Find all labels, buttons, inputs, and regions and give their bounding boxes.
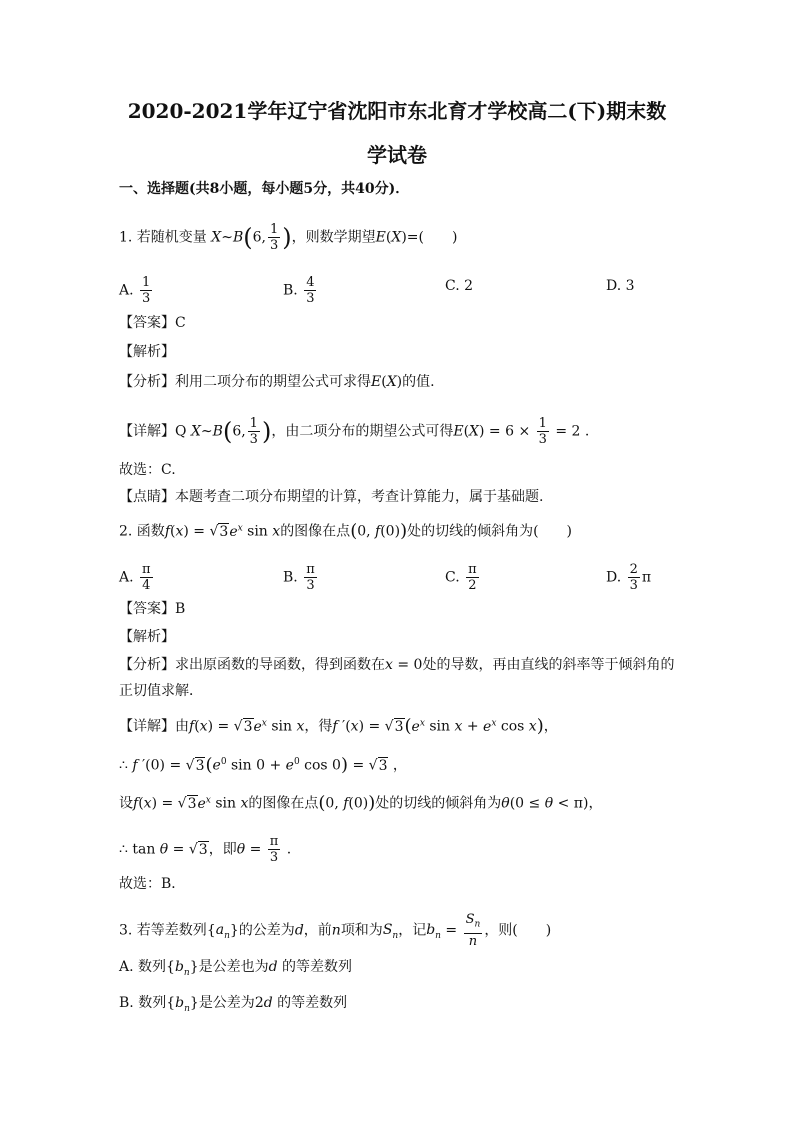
q2-stem: 2. 函数$f(x) = √3e^x$ sin x的图像在点(0, f(0))处的切线的倾斜角为( ) bbox=[119, 520, 573, 542]
q2-fenxi-line1: 【分析】求出原函数的导函数，得到函数在x = 0处的导数，再由直线的斜率等于倾斜角的 bbox=[119, 657, 675, 673]
doc-title-line1: 2020-2021学年辽宁省沈阳市东北育才学校高二(下)期末数 bbox=[127, 99, 667, 123]
q1-fenxi: 【分析】利用二项分布的期望公式可求得E(X)的值. bbox=[119, 374, 435, 390]
q1-analysis-tag: 【解析】 bbox=[119, 344, 175, 360]
q1-option-b: B. $\frac{4}{3}$ bbox=[283, 275, 315, 306]
q3-stem: 3. 若等差数列$\{a_n\}$的公差为d，前n项和为$S_n$，记$b_n$ = $\frac{S_n}{n}$ ，则( ) bbox=[119, 912, 552, 949]
q2-detail-line2: ∴ f $'(0) = √3(e^0$ $\sin 0 + e^0$ cos 0) = √3 ， bbox=[119, 754, 407, 776]
q1-option-d: D. 3 bbox=[606, 278, 635, 294]
q1-detail: 【详解】Q X∼B(6, $\frac{1}{3}$ )，由二项分布的期望公式可得E(X) = 6 × $\frac{1}{3}$ = 2 . bbox=[119, 416, 590, 447]
doc-title-line2: 学试卷 bbox=[367, 143, 427, 167]
q2-fenxi-line2: 正切值求解． bbox=[119, 683, 203, 699]
q3-option-a: A. 数列$\{b_n\}$是公差也为d 的等差数列 bbox=[119, 959, 353, 978]
q1-answer: 【答案】C bbox=[119, 315, 186, 331]
q1-point: 【点睛】本题考查二项分布期望的计算，考查计算能力，属于基础题. bbox=[119, 489, 544, 505]
q1-stem: 1. 若随机变量 X∼B(6, $\frac{1}{3}$ )，则数学期望E(X)=( ) bbox=[119, 222, 458, 253]
q2-detail-line4: ∴ tan θ = √3，即θ = $\frac{\pi}{3}$ . bbox=[119, 834, 292, 865]
q3-option-b: B. 数列$\{b_n\}$是公差为2d 的等差数列 bbox=[119, 995, 348, 1014]
q2-detail-line3: 设$f(x) = √3e^x$ sin x的图像在点(0, f(0))处的切线的倾斜角为θ(0 ≤ θ < π)， bbox=[119, 792, 603, 814]
q2-option-d: D. $\frac{2}{3}$ π bbox=[606, 562, 652, 593]
q2-conclude: 故选：B． bbox=[119, 876, 186, 892]
q1-conclude: 故选：C. bbox=[119, 462, 176, 478]
q1-option-a: A. $\frac{1}{3}$ bbox=[119, 275, 151, 306]
q2-answer: 【答案】B bbox=[119, 601, 186, 617]
q2-option-c: C. $\frac{\pi}{2}$ bbox=[445, 562, 477, 593]
q1-option-c: C. 2 bbox=[445, 278, 474, 294]
q2-analysis-tag: 【解析】 bbox=[119, 629, 175, 645]
q2-option-a: A. $\frac{\pi}{4}$ bbox=[119, 562, 151, 593]
q2-detail-line1: 【详解】由$f(x) = √3e^x$ sin x，得f $'(x) = √3(e^x$ $\sin x + e^x$ cos x)， bbox=[119, 715, 558, 737]
q2-option-b: B. $\frac{\pi}{3}$ bbox=[283, 562, 315, 593]
section-heading: 一、选择题(共8小题，每小题5分，共40分)． bbox=[119, 181, 410, 197]
